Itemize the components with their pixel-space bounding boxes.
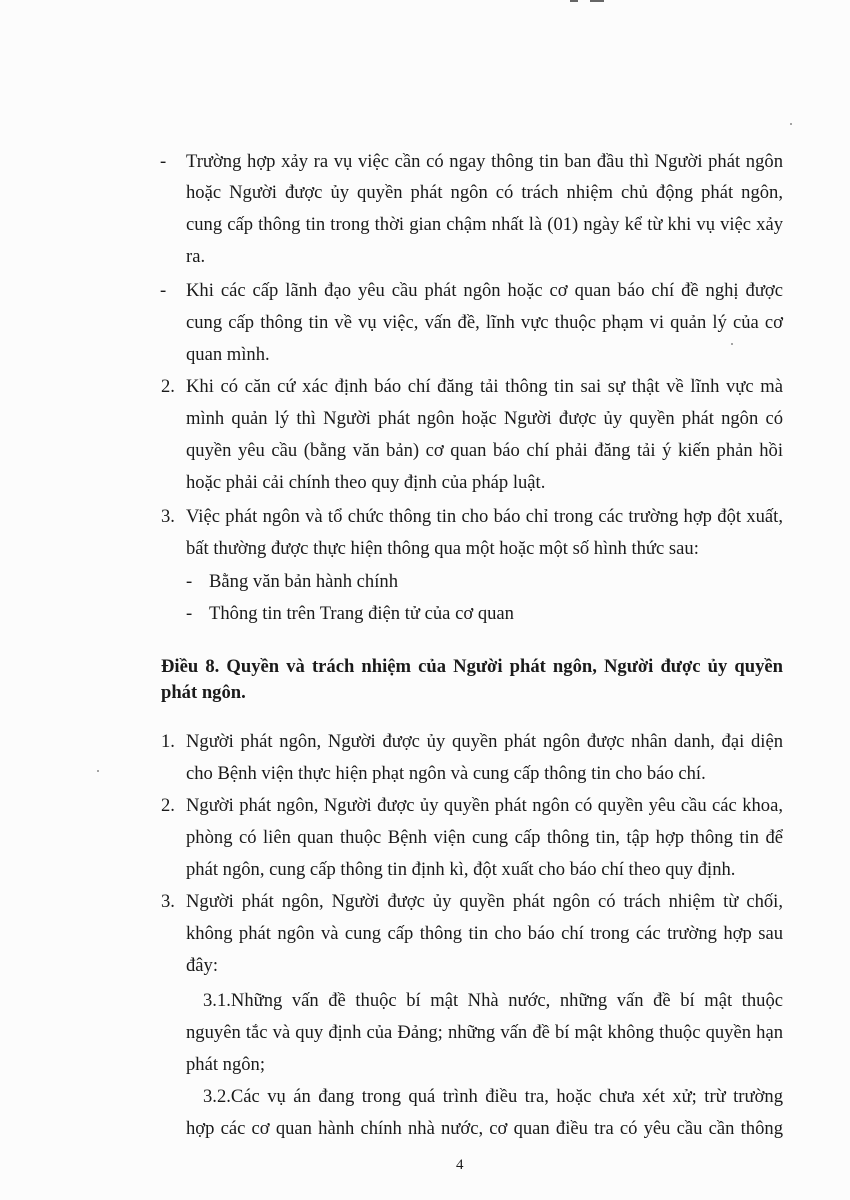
paragraph-line: đây: (186, 955, 219, 976)
scan-speck (731, 343, 733, 345)
item-number: 3. (161, 506, 175, 527)
paragraph-line: cung cấp thông tin trong thời gian chậm nhất là (01) ngày kể từ khi vụ việc xảy (186, 214, 783, 235)
paragraph-line: cung cấp thông tin về vụ việc, vấn đề, lĩnh vực thuộc phạm vi quản lý của cơ (186, 312, 783, 333)
paragraph-line: Người phát ngôn, Người được ủy quyền phát ngôn có quyền yêu cầu các khoa, (186, 795, 783, 816)
page-number: 4 (456, 1157, 464, 1173)
heading-line: Điều 8. Quyền và trách nhiệm của Người phát ngôn, Người được ủy quyền (161, 656, 783, 677)
paragraph-line: phát ngôn, cung cấp thông tin định kì, đột xuất cho báo chí theo quy định. (186, 859, 736, 880)
paragraph-line: cho Bệnh viện thực hiện phạt ngôn và cung cấp thông tin cho báo chí. (186, 763, 706, 784)
paragraph-line: phòng có liên quan thuộc Bệnh viện cung cấp thông tin, tập hợp thông tin để (186, 827, 783, 848)
scan-speck (97, 770, 99, 772)
paragraph-line: hoặc Người được ủy quyền phát ngôn có trách nhiệm chủ động phát ngôn, (186, 182, 783, 203)
paragraph-line: 3.1.Những vấn đề thuộc bí mật Nhà nước, những vấn đề bí mật thuộc (203, 990, 783, 1011)
paragraph-line: hoặc phải cải chính theo quy định của pháp luật. (186, 472, 546, 493)
top-edge-mark (570, 0, 606, 4)
item-number: 1. (161, 731, 175, 752)
paragraph-line: bất thường được thực hiện thông qua một hoặc một số hình thức sau: (186, 538, 699, 559)
heading-line: phát ngôn. (161, 682, 246, 703)
paragraph-line: Việc phát ngôn và tổ chức thông tin cho báo chỉ trong các trường hợp đột xuất, (186, 506, 783, 527)
item-number: 2. (161, 795, 175, 816)
paragraph-line: Trường hợp xảy ra vụ việc cần có ngay thông tin ban đầu thì Người phát ngôn (186, 151, 783, 172)
subitem-marker: - (186, 571, 193, 592)
paragraph-line: ra. (186, 246, 206, 267)
paragraph-line: 3.2.Các vụ án đang trong quá trình điều tra, hoặc chưa xét xử; trừ trường (203, 1086, 783, 1107)
paragraph-line: không phát ngôn và cung cấp thông tin cho báo chí trong các trường hợp sau (186, 923, 783, 944)
paragraph-line: hợp các cơ quan hành chính nhà nước, cơ quan điều tra có yêu cầu cần thông (186, 1118, 783, 1139)
subitem-text: Bằng văn bản hành chính (209, 571, 398, 592)
bullet-marker: - (160, 151, 167, 172)
paragraph-line: phát ngôn; (186, 1054, 266, 1075)
paragraph-line: nguyên tắc và quy định của Đảng; những vấn đề bí mật không thuộc quyền hạn (186, 1022, 783, 1043)
paragraph-line: quan mình. (186, 344, 270, 365)
bullet-marker: - (160, 280, 167, 301)
subitem-text: Thông tin trên Trang điện tử của cơ quan (209, 603, 514, 624)
paragraph-line: quyền yêu cầu (bằng văn bản) cơ quan báo chí phải đăng tải ý kiến phản hồi (186, 440, 783, 461)
paragraph-line: Khi các cấp lãnh đạo yêu cầu phát ngôn hoặc cơ quan báo chí đề nghị được (186, 280, 783, 301)
paragraph-line: Người phát ngôn, Người được ủy quyền phát ngôn có trách nhiệm từ chối, (186, 891, 783, 912)
paragraph-line: mình quản lý thì Người phát ngôn hoặc Người được ủy quyền phát ngôn có (186, 408, 783, 429)
paragraph-line: Khi có căn cứ xác định báo chí đăng tải thông tin sai sự thật về lĩnh vực mà (186, 376, 783, 397)
subitem-marker: - (186, 603, 193, 624)
scan-speck (790, 123, 792, 125)
item-number: 3. (161, 891, 175, 912)
item-number: 2. (161, 376, 175, 397)
paragraph-line: Người phát ngôn, Người được ủy quyền phát ngôn được nhân danh, đại diện (186, 731, 783, 752)
